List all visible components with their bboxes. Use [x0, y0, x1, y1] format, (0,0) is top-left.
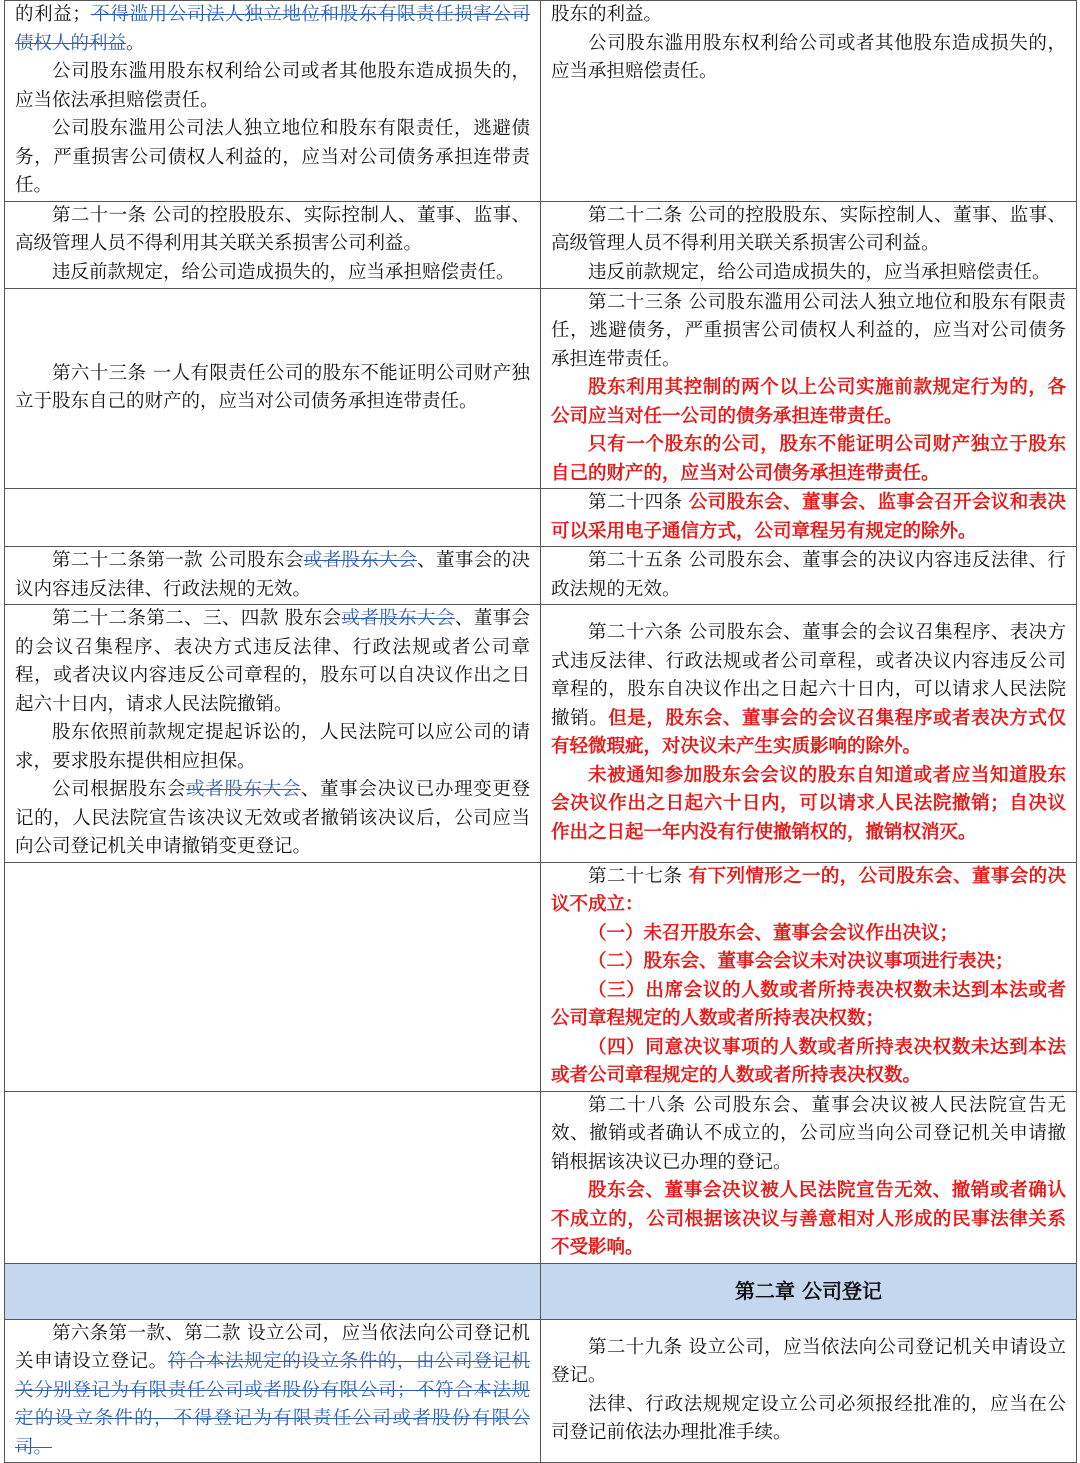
law-text: 第二十六条 公司股东会、董事会的会议召集程序、表决方式违反法律、行政法规或者公司章程，或者决议内容违反公司章程的，股东自决议作出之日起六十日内，可以请求人民法院撤销。 [551, 622, 1066, 729]
comparison-table [4, 0, 1077, 1463]
law-paragraph [551, 202, 1066, 259]
law-text: 法律、行政法规规定设立公司必须报经批准的，应当在公司登记前依法办理批准手续。 [551, 1393, 1066, 1444]
law-paragraph [551, 489, 1066, 546]
new-law-cell [541, 288, 1077, 489]
law-text: 第二十五条 公司股东会、董事会的决议内容违反法律、行政法规的无效。 [551, 550, 1066, 600]
law-paragraph [551, 619, 1066, 762]
law-paragraph [551, 289, 1066, 375]
table-row [5, 1, 1077, 202]
new-law-cell [541, 1, 1077, 202]
law-paragraph [15, 58, 530, 115]
new-law-cell [541, 201, 1077, 288]
law-paragraph [15, 547, 530, 604]
law-text: 第二十八条 公司股东会、董事会决议被人民法院宣告无效、撤销或者确认不成立的，公司应当向公司登记机关申请撤销根据该决议已办理的登记。 [551, 1094, 1066, 1173]
law-paragraph [15, 605, 530, 719]
law-text: 、董事会决议已办理变更登记的，人民法院宣告该决议无效或者撤销该决议后，公司应当向公司登记机关申请撤销变更登记。 [15, 779, 530, 857]
deleted-text: 或者股东大会 [303, 550, 418, 571]
added-text: 但是，股东会、董事会的会议召集程序或者表决方式仅有轻微瑕疵，对决议未产生实质影响的除外。 [551, 707, 1066, 758]
added-text: 未被通知参加股东会会议的股东自知道或者应当知道股东会决议作出之日起六十日内，可以请求人民法院撤销；自决议作出之日起一年内没有行使撤销权的，撤销权消灭。 [551, 764, 1066, 843]
added-text: 公司股东会、董事会、监事会召开会议和表决可以采用电子通信方式，公司章程另有规定的除外。 [551, 492, 1066, 542]
law-paragraph [15, 202, 530, 259]
old-law-cell [5, 1319, 541, 1463]
old-law-cell [5, 1, 541, 202]
law-text: 股东的利益。 [551, 4, 663, 25]
added-text: 股东会、董事会决议被人民法院宣告无效、撤销或者确认不成立的，公司根据该决议与善意相对人形成的民事法律关系不受影响。 [551, 1180, 1066, 1258]
law-paragraph [15, 776, 530, 862]
deleted-text: 符合本法规定的设立条件的，由公司登记机关分别登记为有限责任公司或者股份有限公司；不符合本法规定的设立条件的，不得登记为有限责任公司或者股份有限公司。 [15, 1351, 530, 1458]
chapter-left-cell [5, 1263, 541, 1319]
new-law-cell [541, 1319, 1077, 1463]
law-text: 的利益； [15, 4, 91, 25]
law-text: 第二十七条 [588, 865, 689, 887]
new-law-cell [541, 1091, 1077, 1263]
law-text: 违反前款规定，给公司造成损失的，应当承担赔偿责任。 [588, 261, 1051, 283]
law-paragraph [15, 1, 530, 58]
new-law-cell [541, 605, 1077, 863]
chapter-title: 第二章 公司登记 [735, 1278, 882, 1303]
law-paragraph [551, 863, 1066, 920]
law-text: 第六十三条 一人有限责任公司的股东不能证明公司财产独立于股东自己的财产的，应当对公司债务承担连带责任。 [15, 362, 530, 413]
added-text: 只有一个股东的公司，股东不能证明公司财产独立于股东自己的财产的，应当对公司债务承担连带责任。 [551, 434, 1066, 484]
law-paragraph [15, 719, 530, 776]
law-paragraph [551, 920, 1066, 949]
law-text: 、董事会的会议召集程序、表决方式违反法律、行政法规或者公司章程，或者决议内容违反公司章程的，股东可以自决议作出之日起六十日内，请求人民法院撤销。 [15, 608, 530, 715]
law-paragraph [15, 259, 530, 288]
law-text: 第二十三条 公司股东滥用公司法人独立地位和股东有限责任，逃避债务，严重损害公司债权人利益的，应当对公司债务承担连带责任。 [551, 291, 1066, 370]
law-text: 第二十九条 设立公司，应当依法向公司登记机关申请设立登记。 [551, 1336, 1066, 1387]
law-text: 第二十二条第二、三、四款 股东会 [52, 608, 342, 629]
law-text: 公司根据股东会 [52, 779, 187, 800]
law-text: 股东依照前款规定提起诉讼的，人民法院可以应公司的请求，要求股东提供相应担保。 [15, 722, 530, 772]
added-text: （二）股东会、董事会会议未对决议事项进行表决； [588, 951, 1014, 972]
law-paragraph [551, 547, 1066, 604]
table-row [5, 862, 1077, 1091]
law-paragraph [551, 1391, 1066, 1448]
law-paragraph [551, 948, 1066, 977]
deleted-text: 不得滥用公司法人独立地位和股东有限责任损害公司债权人的利益 [15, 4, 530, 54]
old-law-cell [5, 1091, 541, 1263]
old-law-cell [5, 862, 541, 1091]
table-row [5, 489, 1077, 547]
law-text: 公司股东滥用股东权利给公司或者其他股东造成损失的，应当依法承担赔偿责任。 [15, 61, 530, 111]
law-paragraph [551, 762, 1066, 848]
law-text: 第二十二条 公司的控股股东、实际控制人、董事、监事、高级管理人员不得利用关联关系损害公司利益。 [551, 204, 1066, 254]
added-text: （一）未召开股东会、董事会会议作出决议； [588, 922, 959, 944]
law-text: 第二十四条 [588, 492, 689, 513]
law-paragraph [551, 1092, 1066, 1178]
table-row [5, 1091, 1077, 1263]
old-law-cell [5, 547, 541, 605]
law-paragraph [551, 374, 1066, 431]
table-row [5, 547, 1077, 605]
old-law-cell [5, 489, 541, 547]
old-law-cell [5, 605, 541, 863]
added-text: （三）出席会议的人数或者所持表决权数未达到本法或者公司章程规定的人数或者所持表决权数； [551, 979, 1066, 1029]
law-text: 违反前款规定，给公司造成损失的，应当承担赔偿责任。 [52, 261, 515, 283]
law-text: 、董事会的决议内容违反法律、行政法规的无效。 [15, 550, 530, 600]
law-paragraph [551, 1334, 1066, 1391]
chapter-row [5, 1263, 1077, 1319]
deleted-text: 或者股东大会 [186, 779, 301, 800]
law-paragraph [15, 360, 530, 417]
table-row [5, 201, 1077, 288]
added-text: 股东利用其控制的两个以上公司实施前款规定行为的，各公司应当对任一公司的债务承担连带责任。 [551, 377, 1066, 427]
law-text: 。 [126, 32, 145, 54]
table-row [5, 288, 1077, 489]
law-paragraph [551, 431, 1066, 488]
table-row [5, 605, 1077, 863]
new-law-cell [541, 862, 1077, 1091]
added-text: 有下列情形之一的，公司股东会、董事会的决议不成立： [551, 865, 1066, 915]
table-row [5, 1319, 1077, 1463]
law-text: 第二十一条 公司的控股股东、实际控制人、董事、监事、高级管理人员不得利用其关联关系损害公司利益。 [15, 204, 530, 254]
law-text: 第六条第一款、第二款 设立公司，应当依法向公司登记机关申请设立登记。 [15, 1322, 530, 1372]
chapter-heading-cell [541, 1263, 1077, 1319]
law-paragraph [551, 977, 1066, 1034]
law-paragraph [551, 1177, 1066, 1263]
law-paragraph [15, 1320, 530, 1463]
law-paragraph [551, 30, 1066, 87]
law-text: 第二十二条第一款 公司股东会 [52, 550, 304, 571]
new-law-cell [541, 489, 1077, 547]
old-law-cell [5, 288, 541, 489]
law-paragraph [551, 1034, 1066, 1091]
law-paragraph [551, 259, 1066, 288]
added-text: （四）同意决议事项的人数或者所持表决权数未达到本法或者公司章程规定的人数或者所持表决权数。 [551, 1036, 1066, 1086]
law-text: 公司股东滥用股东权利给公司或者其他股东造成损失的，应当承担赔偿责任。 [551, 32, 1066, 82]
law-text: 公司股东滥用公司法人独立地位和股东有限责任，逃避债务，严重损害公司债权人利益的，应当对公司债务承担连带责任。 [15, 118, 530, 196]
old-law-cell [5, 201, 541, 288]
deleted-text: 或者股东大会 [341, 608, 455, 629]
comparison-document [4, 0, 1076, 1463]
law-paragraph [551, 1, 1066, 30]
law-paragraph [15, 115, 530, 201]
new-law-cell [541, 547, 1077, 605]
